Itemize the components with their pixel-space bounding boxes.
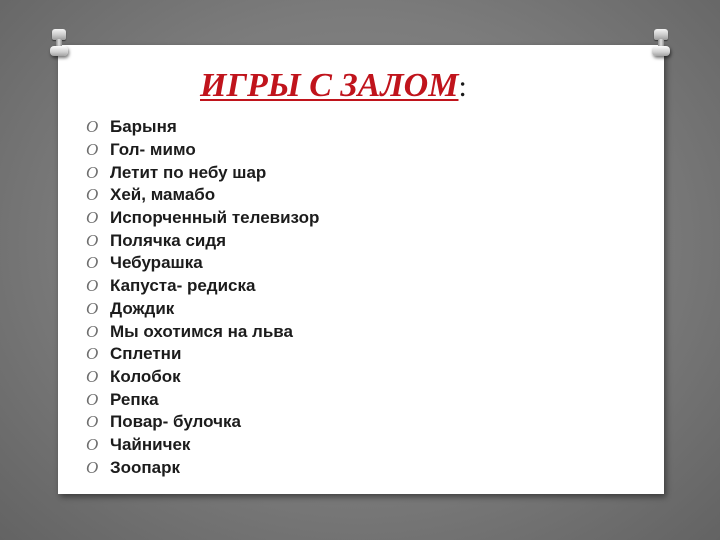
slide-title-colon: : bbox=[458, 70, 467, 103]
list-item-label: Зоопарк bbox=[110, 457, 181, 477]
bullet-icon: O bbox=[86, 117, 99, 137]
list-item-label: Капуста- редиска bbox=[110, 276, 256, 296]
list-item bbox=[86, 388, 319, 411]
list-item-label: Испорченный телевизор bbox=[110, 208, 320, 228]
list-item-label: Гол- мимо bbox=[110, 140, 196, 160]
list-item bbox=[86, 229, 319, 252]
bullet-icon: O bbox=[86, 321, 99, 341]
list-item-label: Мы охотимся на льва bbox=[110, 321, 293, 341]
list-item bbox=[86, 184, 319, 207]
list-item-label: Хей, мамабо bbox=[110, 185, 216, 205]
games-list bbox=[86, 116, 319, 479]
list-item bbox=[86, 275, 319, 298]
list-item bbox=[86, 343, 319, 366]
pushpin-icon bbox=[50, 29, 68, 59]
list-item-label: Репка bbox=[110, 389, 159, 409]
bullet-icon: O bbox=[86, 276, 99, 296]
list-item bbox=[86, 434, 319, 457]
list-item-label: Повар- булочка bbox=[110, 412, 241, 432]
list-item bbox=[86, 411, 319, 434]
list-item bbox=[86, 252, 319, 275]
bullet-icon: O bbox=[86, 298, 99, 318]
list-item bbox=[86, 161, 319, 184]
bullet-icon: O bbox=[86, 434, 99, 454]
list-item-label: Дождик bbox=[110, 298, 175, 318]
bullet-icon: O bbox=[86, 366, 99, 386]
bullet-icon: O bbox=[86, 389, 99, 409]
list-item bbox=[86, 320, 319, 343]
list-item bbox=[86, 366, 319, 389]
bullet-icon: O bbox=[86, 140, 99, 160]
slide-title bbox=[200, 64, 467, 109]
list-item-label: Барыня bbox=[110, 117, 177, 137]
list-item bbox=[86, 298, 319, 321]
list-item bbox=[86, 456, 319, 479]
list-item-label: Чебурашка bbox=[110, 253, 203, 273]
bullet-icon: O bbox=[86, 253, 99, 273]
pushpin-icon bbox=[652, 29, 670, 59]
list-item-label: Летит по небу шар bbox=[110, 162, 267, 182]
list-item bbox=[86, 207, 319, 230]
bullet-icon: O bbox=[86, 185, 99, 205]
list-item bbox=[86, 116, 319, 139]
bullet-icon: O bbox=[86, 230, 99, 250]
bullet-icon: O bbox=[86, 162, 99, 182]
bullet-icon: O bbox=[86, 208, 99, 228]
bullet-icon: O bbox=[86, 412, 99, 432]
list-item bbox=[86, 139, 319, 162]
list-item-label: Полячка сидя bbox=[110, 230, 227, 250]
list-item-label: Колобок bbox=[110, 366, 181, 386]
list-item-label: Чайничек bbox=[110, 434, 191, 454]
bullet-icon: O bbox=[86, 344, 99, 364]
bullet-icon: O bbox=[86, 457, 99, 477]
list-item-label: Сплетни bbox=[110, 344, 182, 364]
slide-title-text: ИГРЫ С ЗАЛОМ bbox=[200, 67, 459, 104]
